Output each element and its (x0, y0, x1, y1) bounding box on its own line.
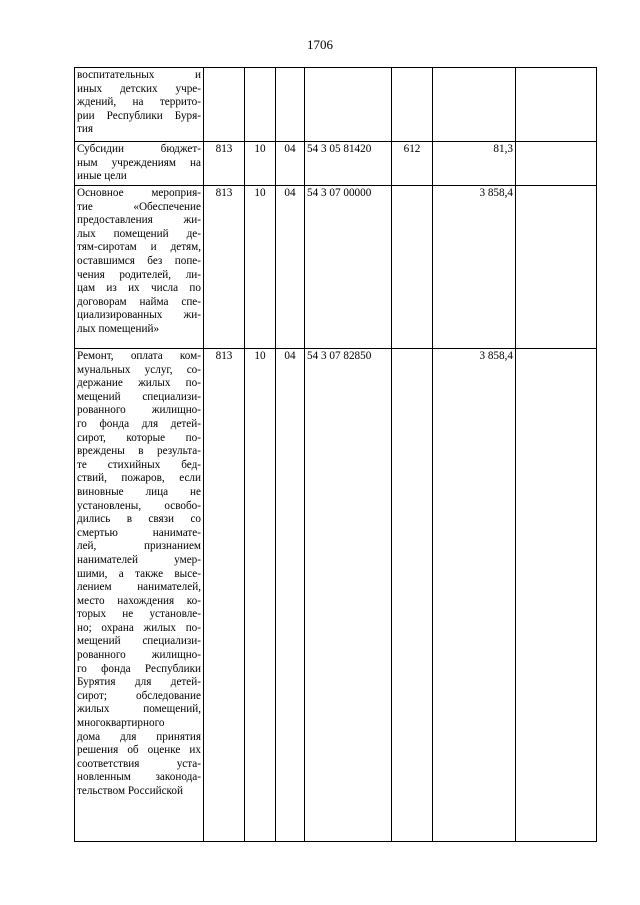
target-article-cell (305, 68, 392, 142)
ved-cell (204, 68, 245, 142)
row-name-line: мунальных услуг, со- (77, 363, 201, 376)
row-name-line: тия (77, 123, 94, 136)
ved-cell: 813 (204, 142, 245, 186)
extra-cell (516, 68, 597, 142)
row-name-line: смертью нанимате- (77, 526, 201, 539)
subsection-cell: 04 (276, 186, 305, 349)
subsection-cell (276, 68, 305, 142)
row-name-line: ствий, пожаров, если (77, 472, 201, 485)
row-name-line: цам из их числа по (77, 282, 201, 295)
row-name-line: шими, а также высе- (77, 567, 201, 580)
row-name-line: виновные лица не (77, 485, 201, 498)
amount-cell: 3 858,4 (433, 349, 516, 842)
table-row (75, 349, 597, 842)
subsection-cell: 04 (276, 142, 305, 186)
row-name-line: но; охрана жилых по- (77, 621, 201, 634)
row-name-line: установлены, освобо- (77, 499, 201, 512)
row-name-line: циализированных жи- (77, 309, 201, 322)
row-name-line: торых не установле- (77, 608, 201, 621)
row-name-line: дились в связи со (77, 513, 201, 526)
row-name-line: дома для принятия (77, 730, 201, 743)
row-name-line: го фонда для детей- (77, 417, 201, 430)
expense-type-cell (392, 349, 433, 842)
row-name-line: оставшимся без попе- (77, 254, 201, 267)
row-name-line: го фонда Республики (77, 662, 201, 675)
row-name-cell (75, 142, 204, 186)
expense-type-cell (392, 186, 433, 349)
section-cell: 10 (245, 349, 276, 842)
row-name-line: Бурятия для детей- (77, 676, 201, 689)
table-row (75, 68, 597, 142)
row-name-line: ждений, на террито- (77, 96, 201, 109)
row-name-line: чения родителей, ли- (77, 268, 201, 281)
row-name-line: тие «Обеспечение (77, 200, 201, 213)
row-name-line: воспитательных и (77, 69, 201, 81)
extra-cell (516, 186, 597, 349)
row-name-line: соответствия уста- (77, 757, 201, 770)
row-name-line: Основное мероприя- (77, 187, 201, 199)
row-name-line: мещений специализи- (77, 390, 201, 403)
row-name-cell (75, 349, 204, 842)
table-row (75, 142, 597, 186)
row-name-line: те стихийных бед- (77, 458, 201, 471)
row-name-line: жилых помещений, (77, 703, 201, 716)
amount-cell: 3 858,4 (433, 186, 516, 349)
ved-cell: 813 (204, 349, 245, 842)
row-name-line: место нахождения ко- (77, 594, 201, 607)
row-name-line: рованного жилищно- (77, 649, 201, 662)
row-name-line: рованного жилищно- (77, 404, 201, 417)
row-name-line: тельством Российской (77, 785, 183, 797)
target-article-cell: 54 3 07 82850 (305, 349, 392, 842)
row-name-line: новленным законода- (77, 771, 201, 784)
row-name-line: Ремонт, оплата ком- (77, 350, 201, 362)
row-name-cell (75, 186, 204, 349)
row-name-line: лением нанимателей, (77, 581, 201, 594)
row-name-line: сирот, которые по- (77, 431, 201, 444)
row-name-line: многоквартирного (77, 717, 165, 730)
extra-cell (516, 142, 597, 186)
row-name-line: Субсидии бюджет- (77, 143, 201, 155)
target-article-cell: 54 3 05 81420 (305, 142, 392, 186)
subsection-cell: 04 (276, 349, 305, 842)
row-name-line: иных детских учре- (77, 82, 201, 95)
page-number: 1706 (307, 37, 333, 52)
row-name-line: предоставления жи- (77, 214, 201, 227)
table-row (75, 186, 597, 349)
row-name-line: мещений специализи- (77, 635, 201, 648)
ved-cell: 813 (204, 186, 245, 349)
row-name-line: тям-сиротам и детям, (77, 241, 201, 254)
expense-type-cell: 612 (392, 142, 433, 186)
row-name-line: рии Республики Буря- (77, 109, 201, 122)
row-name-line: лых помещений» (77, 322, 160, 335)
row-name-line: лых помещений де- (77, 227, 201, 240)
amount-cell (433, 68, 516, 142)
expense-type-cell (392, 68, 433, 142)
section-cell: 10 (245, 142, 276, 186)
row-name-line: сирот; обследование (77, 689, 201, 702)
row-name-line: иные цели (77, 170, 127, 183)
section-cell: 10 (245, 186, 276, 349)
row-name-line: решения об оценке их (77, 744, 201, 757)
row-name-line: нанимателей умер- (77, 553, 201, 566)
row-name-line: вреждены в результа- (77, 445, 201, 458)
extra-cell (516, 349, 597, 842)
row-name-line: держание жилых по- (77, 377, 201, 390)
amount-cell: 81,3 (433, 142, 516, 186)
row-name-line: ным учреждениям на (77, 156, 201, 169)
row-name-cell (75, 68, 204, 142)
target-article-cell: 54 3 07 00000 (305, 186, 392, 349)
row-name-line: договорам найма спе- (77, 295, 201, 308)
section-cell (245, 68, 276, 142)
row-name-line: лей, признанием (77, 540, 201, 553)
budget-table (74, 67, 597, 842)
